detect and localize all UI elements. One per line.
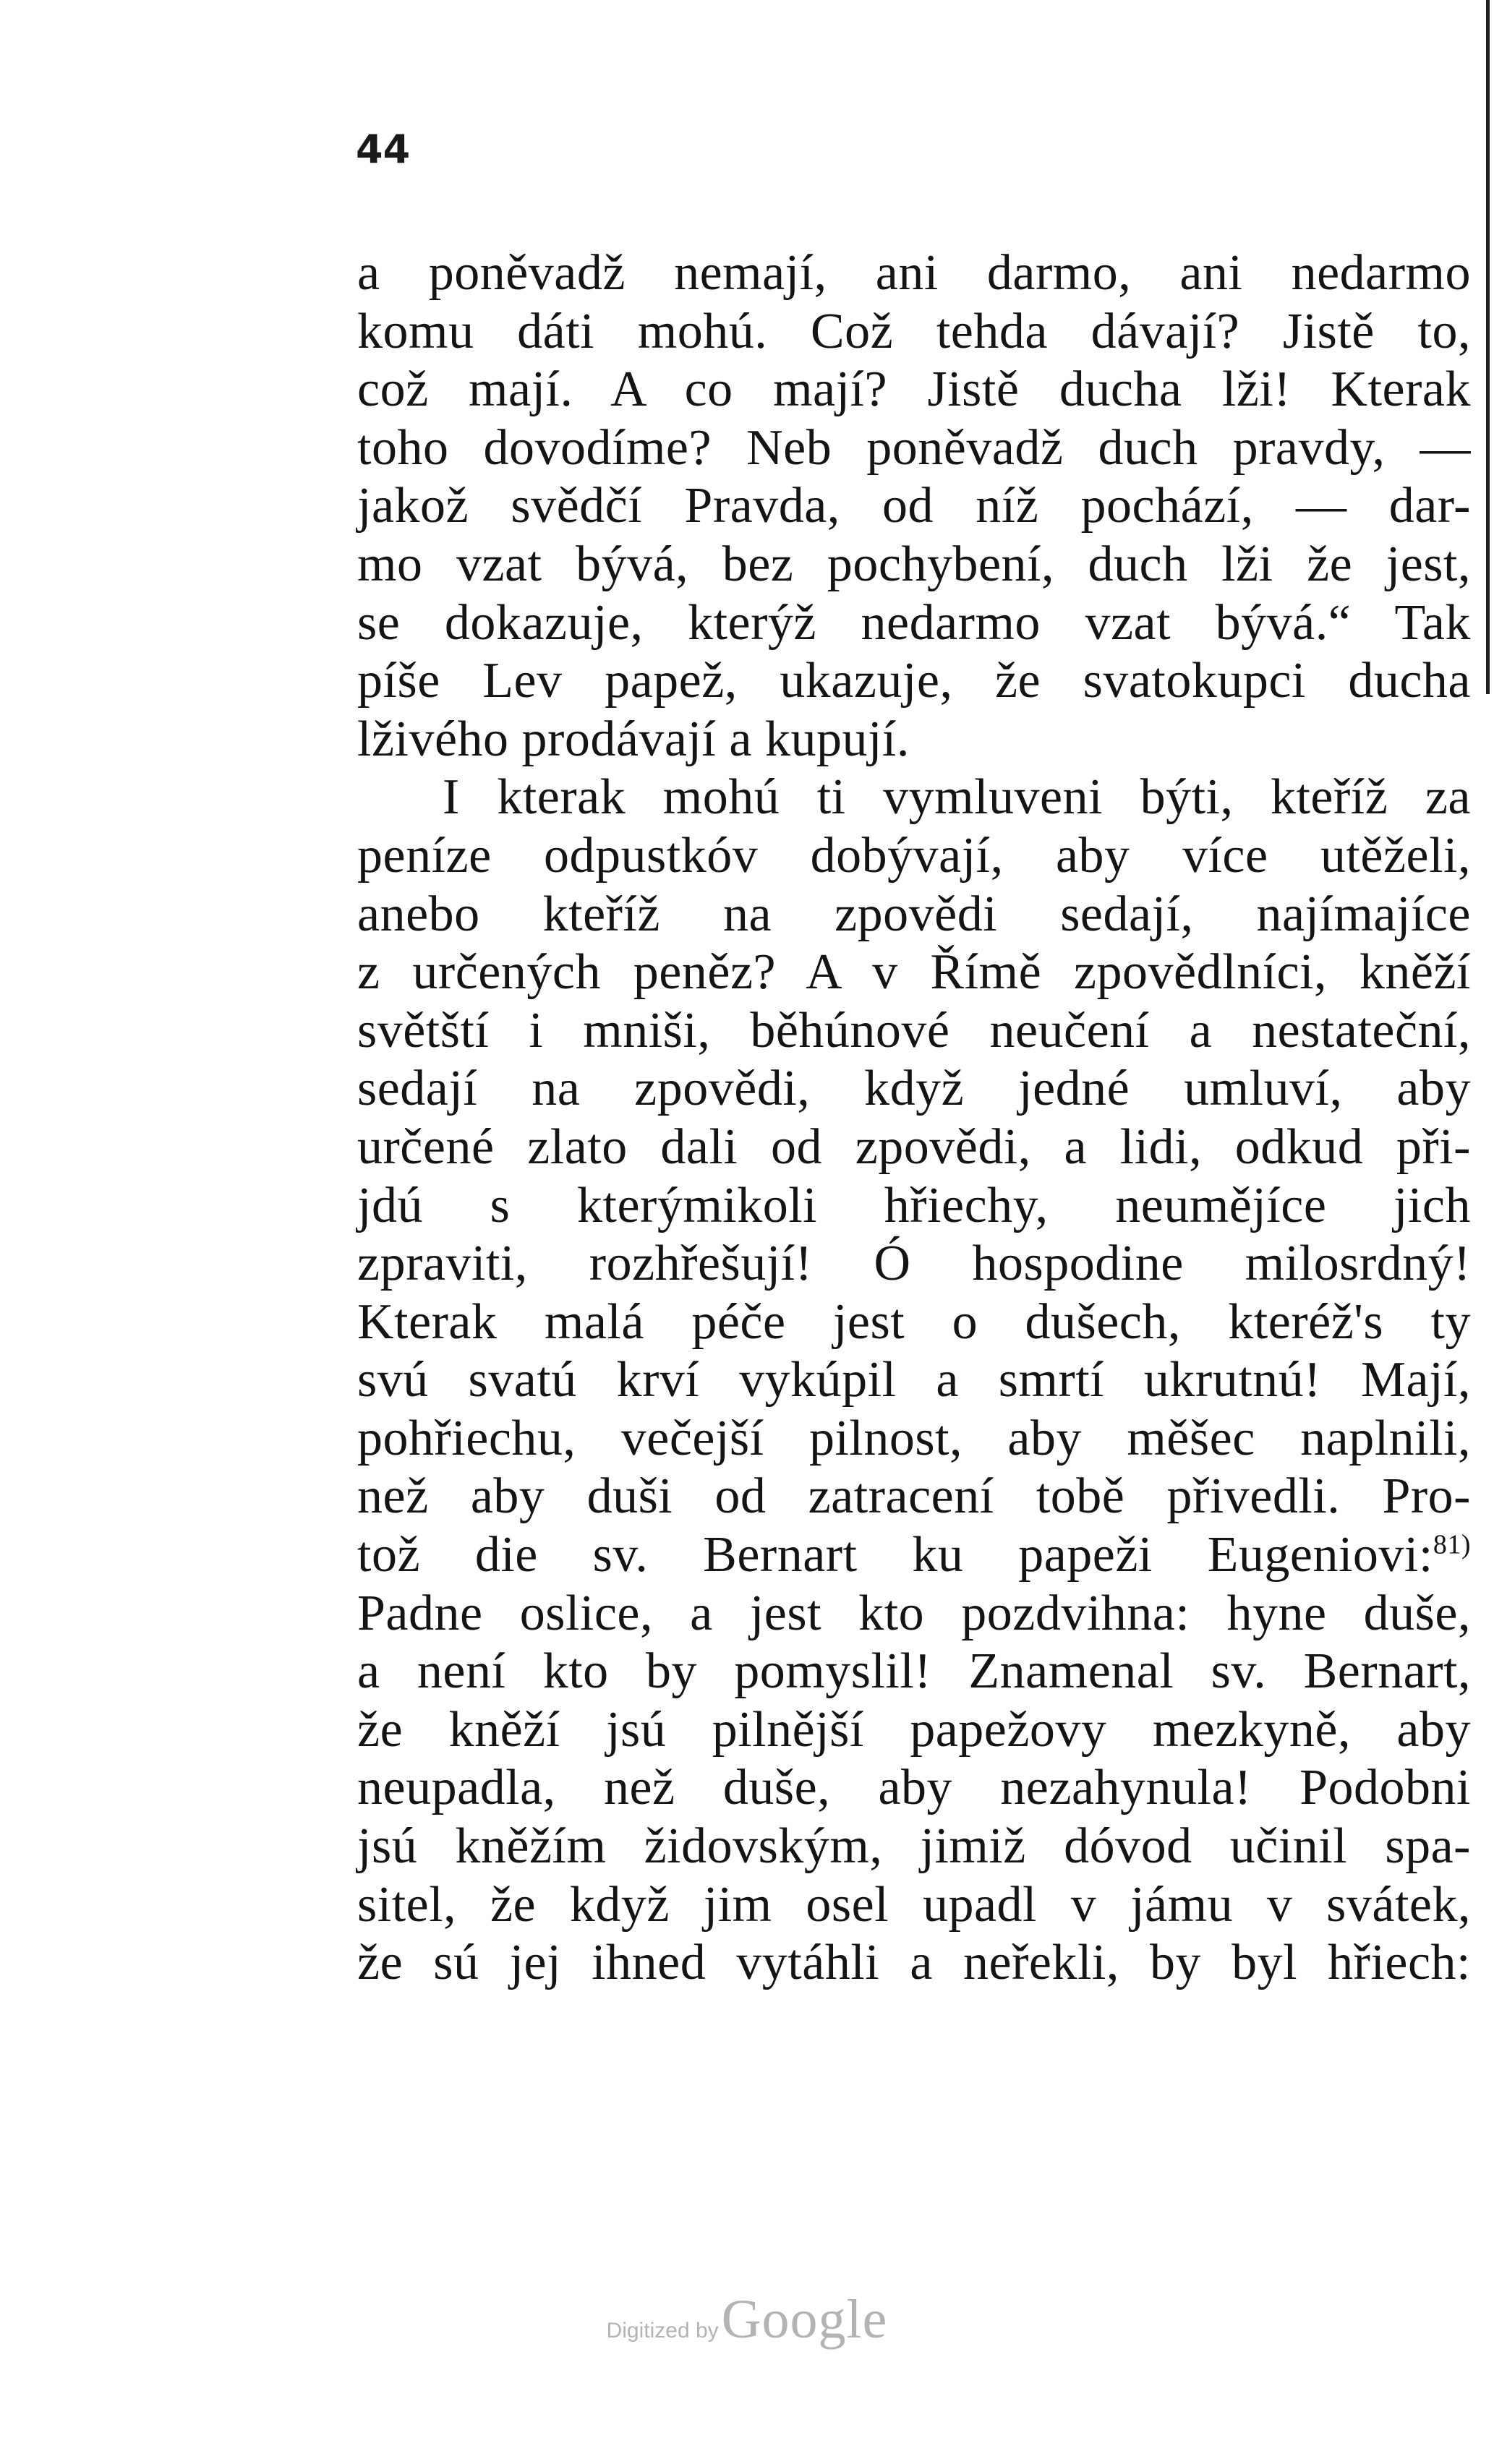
text-line: peníze odpustkóv dobývají, aby více utěželi, xyxy=(357,827,1471,884)
text-line: toho dovodíme? Neb poněvadž duch pravdy, — xyxy=(357,419,1471,476)
text-line: a není kto by pomyslil! Znamenal sv. Bernart, xyxy=(357,1643,1471,1700)
text-line: zpraviti, rozhřešují! Ó hospodine milosrdný! xyxy=(357,1236,1471,1292)
text-line: I kterak mohú ti vymluveni býti, kteříž za xyxy=(443,769,1471,826)
text-line-content: tož die sv. Bernart ku papeži Eugeniovi: xyxy=(357,1527,1433,1583)
watermark-brand: Google xyxy=(721,2289,888,2350)
text-line: komu dáti mohú. Což tehda dávají? Jistě to, xyxy=(357,303,1471,359)
text-line: lživého prodávají a kupují. xyxy=(357,711,910,767)
text-line: svú svatú krví vykúpil a smrtí ukrutnú! Mají, xyxy=(357,1352,1471,1408)
text-line xyxy=(357,1526,1471,1585)
text-line: Padne oslice, a jest kto pozdvihna: hyne duše, xyxy=(357,1585,1471,1641)
text-line: určené zlato dali od zpovědi, a lidi, odkud při- xyxy=(357,1118,1471,1175)
text-line: jakož svědčí Pravda, od níž pochází, — dar- xyxy=(357,478,1471,534)
text-line: což mají. A co mají? Jistě ducha lži! Kterak xyxy=(357,362,1471,418)
binding-edge-line xyxy=(1486,0,1490,694)
text-line: a poněvadž nemají, ani darmo, ani nedarmo xyxy=(357,245,1471,301)
digitized-watermark xyxy=(0,2288,1494,2351)
text-line: že kněží jsú pilnější papežovy mezkyně, aby xyxy=(357,1701,1471,1758)
text-line: anebo kteříž na zpovědi sedají, najímajíce xyxy=(357,886,1471,942)
text-line: sedají na zpovědi, když jedné umluví, aby xyxy=(357,1061,1471,1117)
text-line: neupadla, než duše, aby nezahynula! Podobni xyxy=(357,1760,1471,1816)
text-line: mo vzat bývá, bez pochybení, duch lži že jest, xyxy=(357,536,1471,592)
body-text xyxy=(357,244,1471,1993)
watermark-prefix: Digitized by xyxy=(606,2319,719,2343)
text-line: jsú kněžím židovským, jimiž dóvod učinil spa- xyxy=(357,1818,1471,1875)
text-line: pohřiechu, večejší pilnost, aby měšec naplnili, xyxy=(357,1410,1471,1466)
footnote-reference: 81) xyxy=(1433,1529,1471,1560)
text-line: píše Lev papež, ukazuje, že svatokupci ducha xyxy=(357,653,1471,709)
text-line: že sú jej ihned vytáhli a neřekli, by byl hřiech: xyxy=(357,1935,1471,1991)
text-line: sitel, že když jim osel upadl v jámu v svátek, xyxy=(357,1876,1471,1933)
page-number: 44 xyxy=(356,127,411,172)
text-line: se dokazuje, kterýž nedarmo vzat bývá.“ Tak xyxy=(357,594,1471,651)
text-line: Kterak malá péče jest o dušech, kteréž's ty xyxy=(357,1293,1471,1350)
text-line: z určených peněz? A v Římě zpovědlníci, kněží xyxy=(357,944,1471,1001)
text-line: jdú s kterýmikoli hřiechy, neumějíce jich xyxy=(357,1177,1471,1233)
text-line: světští i mniši, běhúnové neučení a nestateční, xyxy=(357,1002,1471,1058)
text-line: než aby duši od zatracení tobě přivedli. Pro- xyxy=(357,1468,1471,1525)
